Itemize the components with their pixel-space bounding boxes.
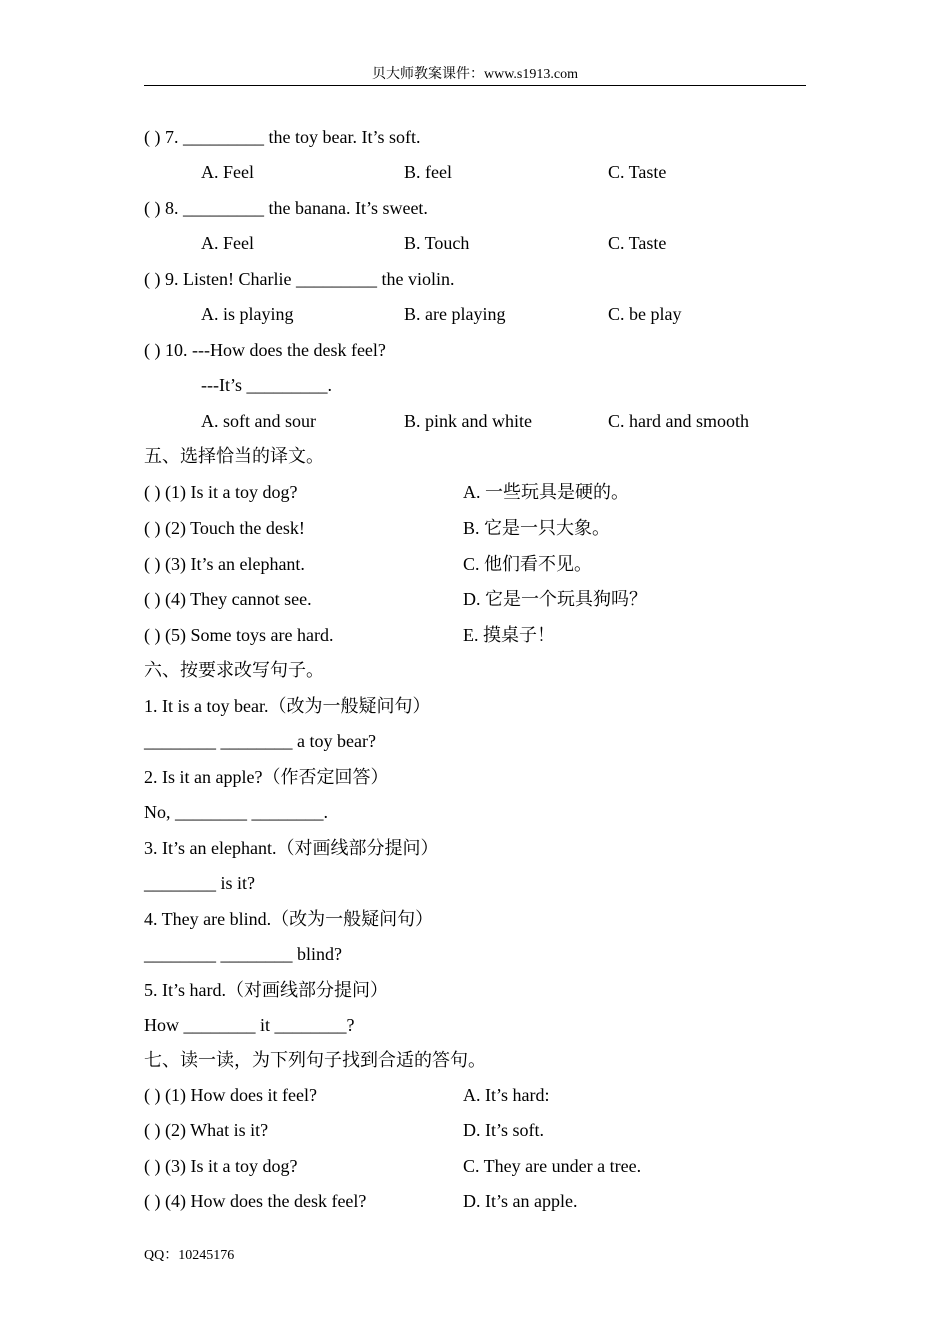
section-7-row-1-right: A. It’s hard: xyxy=(463,1085,550,1105)
question-8-option-c: C. Taste xyxy=(608,233,667,253)
question-9-option-c: C. be play xyxy=(608,304,682,324)
page-header: 贝大师教案课件：www.s1913.com xyxy=(372,67,578,82)
section-5-row-1-right: A. 一些玩具是硬的。 xyxy=(463,482,629,502)
question-8-option-a: A. Feel xyxy=(201,233,254,253)
section-5-row-2-left: ( ) (2) Touch the desk! xyxy=(144,518,305,538)
section-6-line-9: 5. It’s hard.（对画线部分提问） xyxy=(144,980,388,1000)
question-7-stem: ( ) 7. _________ the toy bear. It’s soft. xyxy=(144,127,421,147)
question-10-option-c: C. hard and smooth xyxy=(608,411,749,431)
section-7-row-1-left: ( ) (1) How does it feel? xyxy=(144,1085,317,1105)
section-6-title: 六、按要求改写句子。 xyxy=(144,660,324,680)
question-7-option-b: B. feel xyxy=(404,162,452,182)
question-10-stem: ( ) 10. ---How does the desk feel? xyxy=(144,340,386,360)
section-5-title: 五、选择恰当的译文。 xyxy=(144,446,324,466)
section-6-line-10: How ________ it ________? xyxy=(144,1015,355,1035)
section-7-row-2-left: ( ) (2) What is it? xyxy=(144,1120,269,1140)
section-7-row-3-right: C. They are under a tree. xyxy=(463,1156,642,1176)
question-8-option-b: B. Touch xyxy=(404,233,470,253)
section-5-row-1-left: ( ) (1) Is it a toy dog? xyxy=(144,482,298,502)
section-7-title: 七、读一读，为下列句子找到合适的答句。 xyxy=(144,1050,486,1070)
section-6-line-5: 3. It’s an elephant.（对画线部分提问） xyxy=(144,838,439,858)
question-9-stem: ( ) 9. Listen! Charlie _________ the violin. xyxy=(144,269,455,289)
question-9-option-b: B. are playing xyxy=(404,304,506,324)
section-5-row-4-left: ( ) (4) They cannot see. xyxy=(144,589,312,609)
section-7-row-4-right: D. It’s an apple. xyxy=(463,1191,578,1211)
section-5-row-5-left: ( ) (5) Some toys are hard. xyxy=(144,625,334,645)
question-7-option-a: A. Feel xyxy=(201,162,254,182)
section-7-row-3-left: ( ) (3) Is it a toy dog? xyxy=(144,1156,298,1176)
section-5-row-3-right: C. 他们看不见。 xyxy=(463,554,593,574)
section-6-line-6: ________ is it? xyxy=(144,873,255,893)
section-5-row-2-right: B. 它是一只大象。 xyxy=(463,518,611,538)
section-5-row-5-right: E. 摸桌子！ xyxy=(463,625,555,645)
question-10-option-a: A. soft and sour xyxy=(201,411,316,431)
section-6-line-1: 1. It is a toy bear.（改为一般疑问句） xyxy=(144,696,431,716)
section-5-row-3-left: ( ) (3) It’s an elephant. xyxy=(144,554,305,574)
section-6-line-7: 4. They are blind.（改为一般疑问句） xyxy=(144,909,434,929)
section-6-line-3: 2. Is it an apple?（作否定回答） xyxy=(144,767,389,787)
section-6-line-2: ________ ________ a toy bear? xyxy=(144,731,376,751)
question-7-option-c: C. Taste xyxy=(608,162,667,182)
question-10-option-b: B. pink and white xyxy=(404,411,532,431)
section-6-line-4: No, ________ ________. xyxy=(144,802,328,822)
header-rule xyxy=(144,85,806,86)
section-7-row-2-right: D. It’s soft. xyxy=(463,1120,544,1140)
section-7-row-4-left: ( ) (4) How does the desk feel? xyxy=(144,1191,367,1211)
question-8-stem: ( ) 8. _________ the banana. It’s sweet. xyxy=(144,198,428,218)
section-6-line-8: ________ ________ blind? xyxy=(144,944,342,964)
question-10-stem-answer: ---It’s _________. xyxy=(201,375,332,395)
question-9-option-a: A. is playing xyxy=(201,304,294,324)
page-footer: QQ：10245176 xyxy=(144,1248,235,1263)
section-5-row-4-right: D. 它是一个玩具狗吗？ xyxy=(463,589,647,609)
